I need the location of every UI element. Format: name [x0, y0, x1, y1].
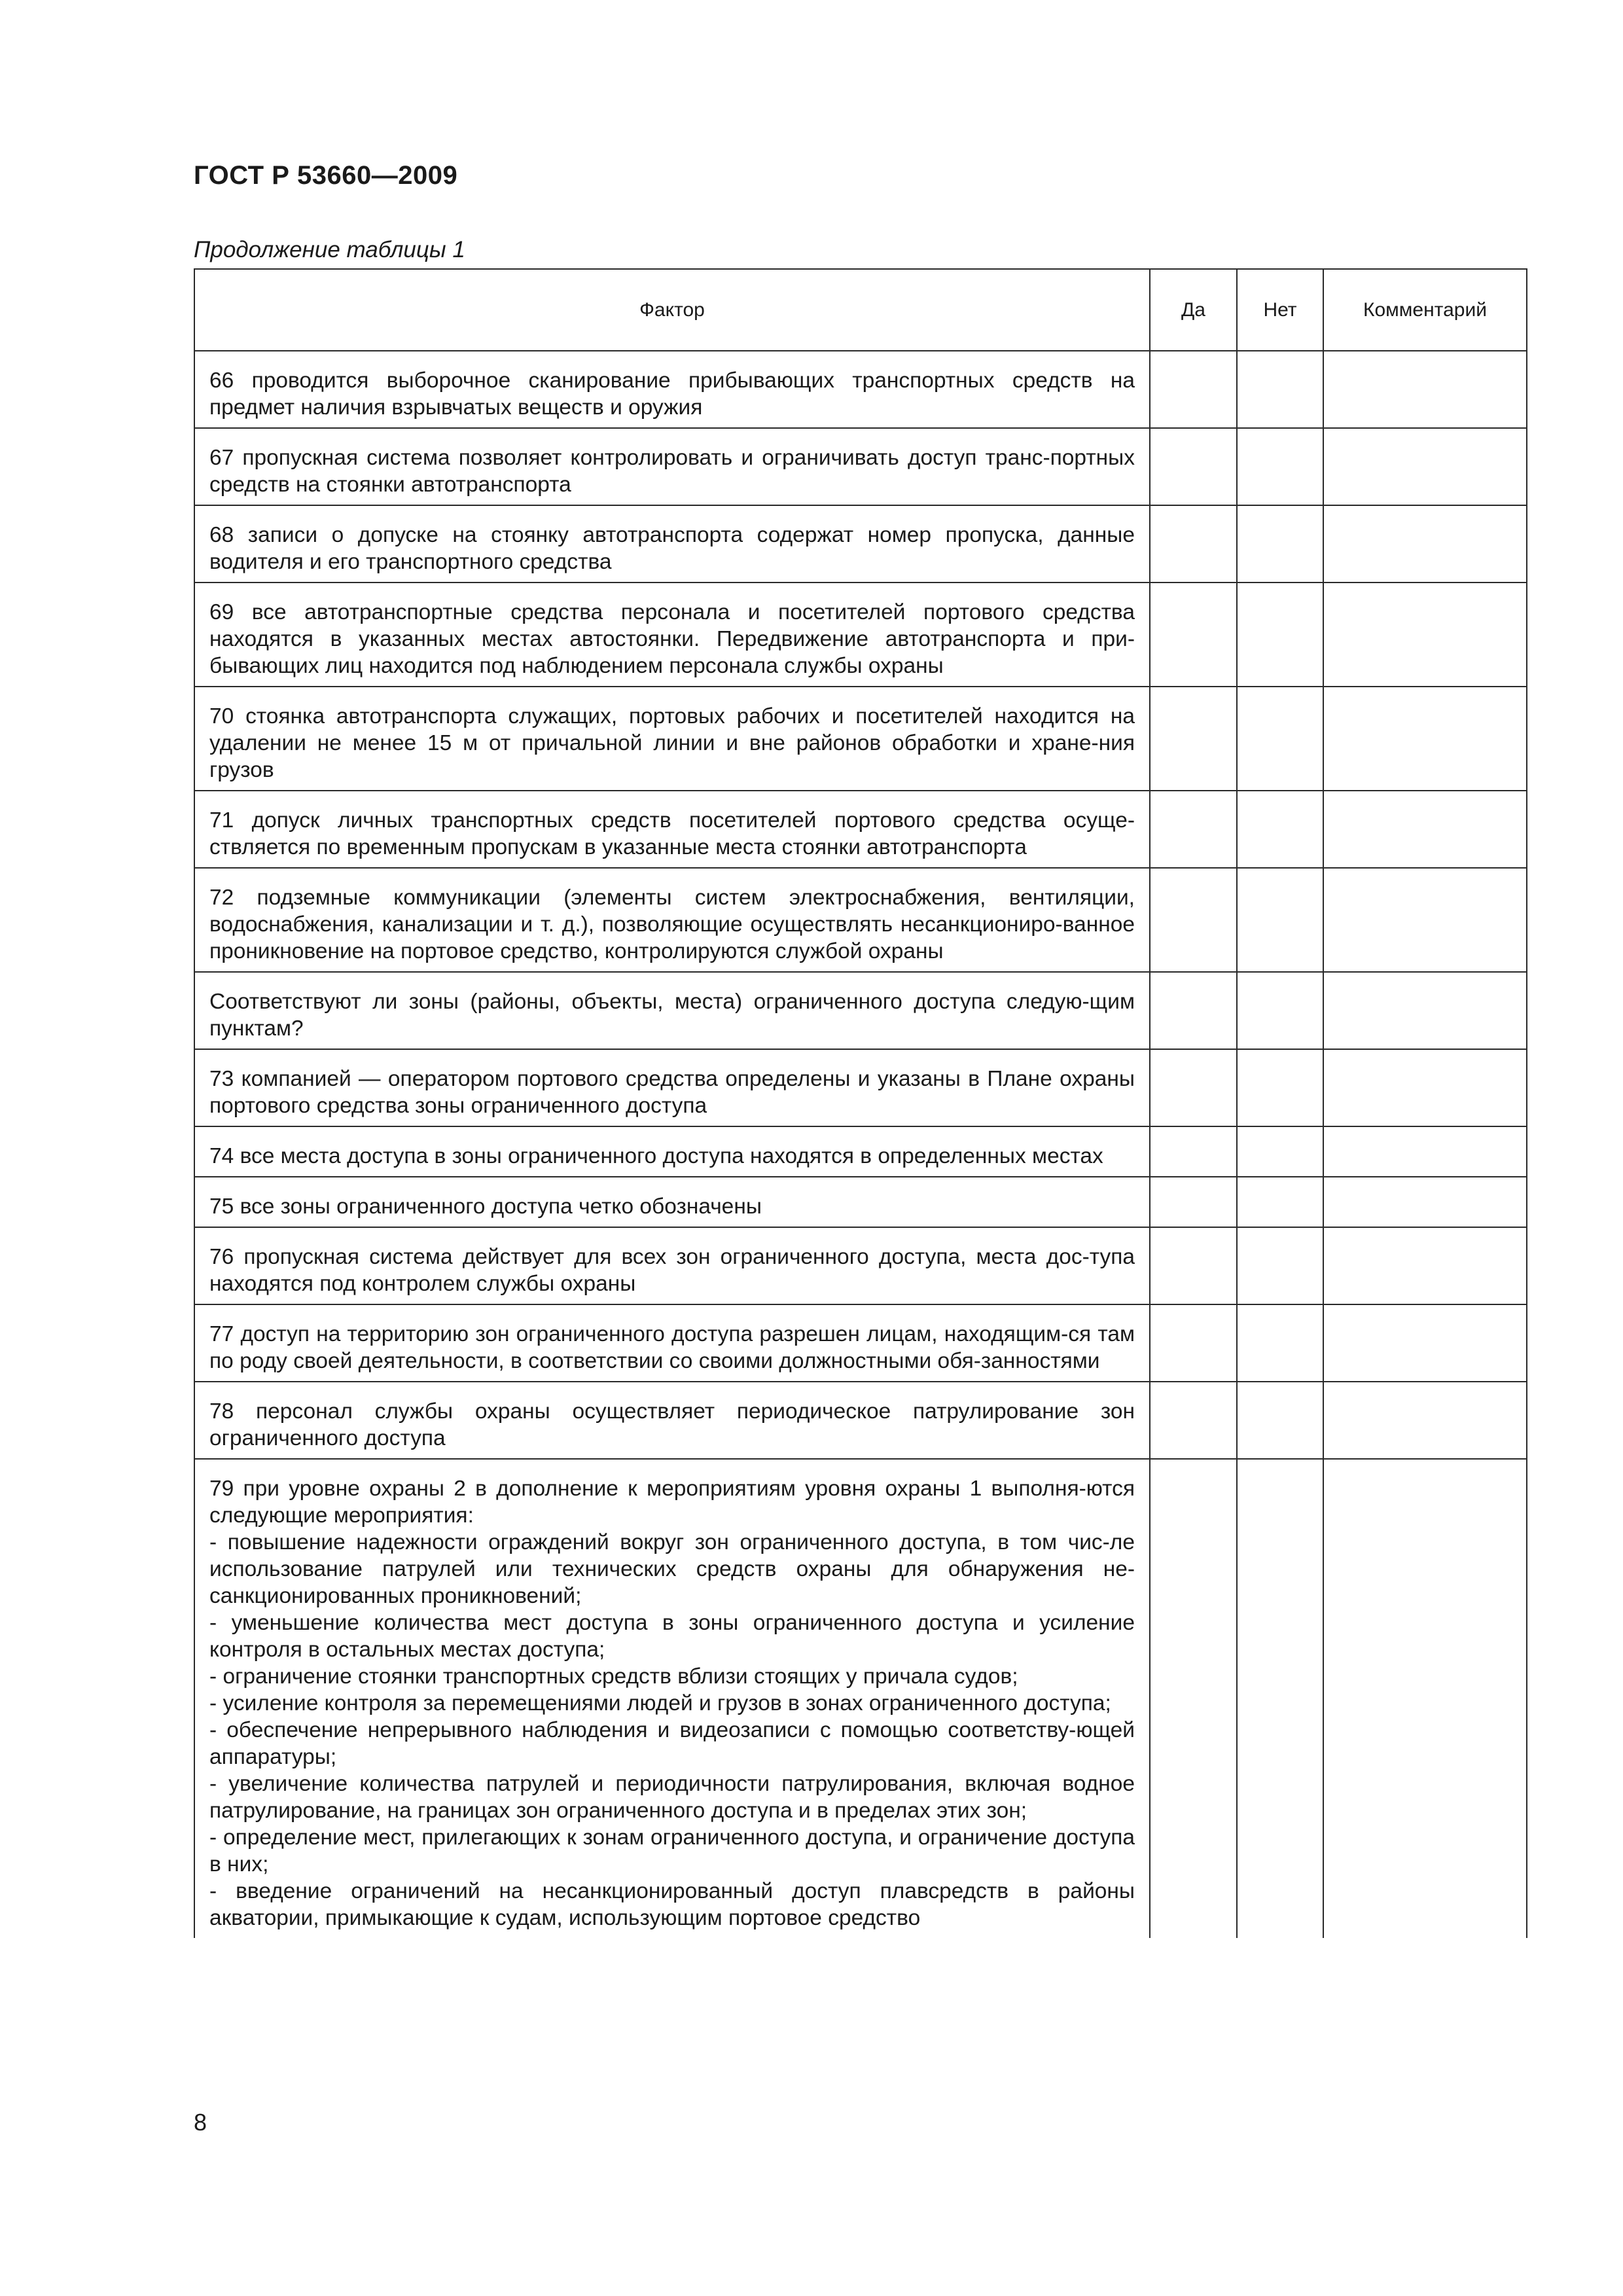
table-row [194, 687, 1527, 791]
no-cell[interactable] [1237, 505, 1323, 583]
table-row [194, 1459, 1527, 1938]
document-header: ГОСТ Р 53660—2009 [194, 161, 458, 190]
yes-cell[interactable] [1150, 1382, 1237, 1459]
factor-cell: 73 компанией — оператором портового средства определены и указаны в Плане охраны портового средства зоны ограниченного доступа [194, 1049, 1150, 1126]
yes-cell[interactable] [1150, 1459, 1237, 1938]
no-cell[interactable] [1237, 791, 1323, 868]
table-row [194, 583, 1527, 687]
column-header-yes: Да [1150, 269, 1237, 351]
no-cell[interactable] [1237, 1126, 1323, 1177]
comment-cell[interactable] [1323, 1177, 1527, 1227]
no-cell[interactable] [1237, 1227, 1323, 1304]
factor-cell: 69 все автотранспортные средства персонала и посетителей портового средства находятся в указанных местах автостоянки. Передвижение автотранспорта и при-бывающих лиц находится под наблюдением персонала службы охраны [194, 583, 1150, 687]
comment-cell[interactable] [1323, 351, 1527, 428]
comment-cell[interactable] [1323, 687, 1527, 791]
yes-cell[interactable] [1150, 428, 1237, 505]
comment-cell[interactable] [1323, 868, 1527, 972]
no-cell[interactable] [1237, 1049, 1323, 1126]
factor-cell: 67 пропускная система позволяет контролировать и ограничивать доступ транс-портных средств на стоянки автотранспорта [194, 428, 1150, 505]
yes-cell[interactable] [1150, 351, 1237, 428]
comment-cell[interactable] [1323, 583, 1527, 687]
table-row [194, 1382, 1527, 1459]
yes-cell[interactable] [1150, 1227, 1237, 1304]
yes-cell[interactable] [1150, 1177, 1237, 1227]
yes-cell[interactable] [1150, 1126, 1237, 1177]
no-cell[interactable] [1237, 1382, 1323, 1459]
yes-cell[interactable] [1150, 791, 1237, 868]
table-caption: Продолжение таблицы 1 [194, 237, 465, 262]
no-cell[interactable] [1237, 428, 1323, 505]
table-row [194, 868, 1527, 972]
comment-cell[interactable] [1323, 1126, 1527, 1177]
comment-cell[interactable] [1323, 1382, 1527, 1459]
comment-cell[interactable] [1323, 1049, 1527, 1126]
no-cell[interactable] [1237, 1177, 1323, 1227]
no-cell[interactable] [1237, 687, 1323, 791]
factor-cell: 72 подземные коммуникации (элементы систем электроснабжения, вентиляции, водоснабжения, канализации и т. д.), позволяющие осуществлять несанкциониро-ванное проникновение на портовое средство, контролируются службой охраны [194, 868, 1150, 972]
table-row [194, 428, 1527, 505]
factor-cell: 71 допуск личных транспортных средств посетителей портового средства осуще-ствляется по временным пропускам в указанные места стоянки автотранспорта [194, 791, 1150, 868]
no-cell[interactable] [1237, 1304, 1323, 1382]
comment-cell[interactable] [1323, 505, 1527, 583]
comment-cell[interactable] [1323, 1459, 1527, 1938]
factor-cell: 79 при уровне охраны 2 в дополнение к мероприятиям уровня охраны 1 выполня-ются следующие мероприятия: - повышение надежности ограждений вокруг зон ограниченного доступа, в том чис-ле использование патрулей или технических средств охраны для обнаружения не-санкционированных проникновений; - уменьшение количества мест доступа в зоны ограниченного доступа и усиление контроля в остальных местах доступа; - ограничение стоянки транспортных средств вблизи стоящих у причала судов; - усиление контроля за перемещениями людей и грузов в зонах ограниченного доступа; - обеспечение непрерывного наблюдения и видеозаписи с помощью соответству-ющей аппаратуры; - увеличение количества патрулей и периодичности патрулирования, включая водное патрулирование, на границах зон ограниченного доступа и в пределах этих зон; - определение мест, прилегающих к зонам ограниченного доступа, и ограничение доступа в них; - введение ограничений на несанкционированный доступ плавсредств в районы акватории, примыкающие к судам, использующим портовое средство [194, 1459, 1150, 1938]
no-cell[interactable] [1237, 1459, 1323, 1938]
yes-cell[interactable] [1150, 505, 1237, 583]
factor-cell: 77 доступ на территорию зон ограниченного доступа разрешен лицам, находящим-ся там по роду своей деятельности, в соответствии со своими должностными обя-занностями [194, 1304, 1150, 1382]
yes-cell[interactable] [1150, 1304, 1237, 1382]
comment-cell[interactable] [1323, 428, 1527, 505]
comment-cell[interactable] [1323, 1304, 1527, 1382]
yes-cell[interactable] [1150, 1049, 1237, 1126]
table-row [194, 351, 1527, 428]
comment-cell[interactable] [1323, 1227, 1527, 1304]
table-row [194, 1304, 1527, 1382]
factor-cell: 70 стоянка автотранспорта служащих, портовых рабочих и посетителей находится на удалении не менее 15 м от причальной линии и вне районов обработки и хране-ния грузов [194, 687, 1150, 791]
factor-cell: 78 персонал службы охраны осуществляет периодическое патрулирование зон ограниченного доступа [194, 1382, 1150, 1459]
yes-cell[interactable] [1150, 868, 1237, 972]
table-row [194, 1126, 1527, 1177]
yes-cell[interactable] [1150, 583, 1237, 687]
factor-cell: 75 все зоны ограниченного доступа четко обозначены [194, 1177, 1150, 1227]
factor-cell: 76 пропускная система действует для всех зон ограниченного доступа, места дос-тупа находятся под контролем службы охраны [194, 1227, 1150, 1304]
factor-cell: 68 записи о допуске на стоянку автотранспорта содержат номер пропуска, данные водителя и его транспортного средства [194, 505, 1150, 583]
yes-cell[interactable] [1150, 972, 1237, 1049]
table-row [194, 972, 1527, 1049]
factor-cell: 74 все места доступа в зоны ограниченного доступа находятся в определенных местах [194, 1126, 1150, 1177]
checklist-table [194, 268, 1527, 1938]
column-header-comment: Комментарий [1323, 269, 1527, 351]
no-cell[interactable] [1237, 972, 1323, 1049]
column-header-no: Нет [1237, 269, 1323, 351]
table-row [194, 1177, 1527, 1227]
no-cell[interactable] [1237, 351, 1323, 428]
column-header-factor: Фактор [194, 269, 1150, 351]
table-row [194, 1049, 1527, 1126]
no-cell[interactable] [1237, 583, 1323, 687]
yes-cell[interactable] [1150, 687, 1237, 791]
table-row [194, 1227, 1527, 1304]
comment-cell[interactable] [1323, 972, 1527, 1049]
table-row [194, 791, 1527, 868]
table-header-row [194, 269, 1527, 351]
table-row [194, 505, 1527, 583]
factor-cell: Соответствуют ли зоны (районы, объекты, места) ограниченного доступа следую-щим пунктам? [194, 972, 1150, 1049]
factor-cell: 66 проводится выборочное сканирование прибывающих транспортных средств на предмет наличия взрывчатых веществ и оружия [194, 351, 1150, 428]
no-cell[interactable] [1237, 868, 1323, 972]
page-number: 8 [194, 2109, 207, 2136]
comment-cell[interactable] [1323, 791, 1527, 868]
